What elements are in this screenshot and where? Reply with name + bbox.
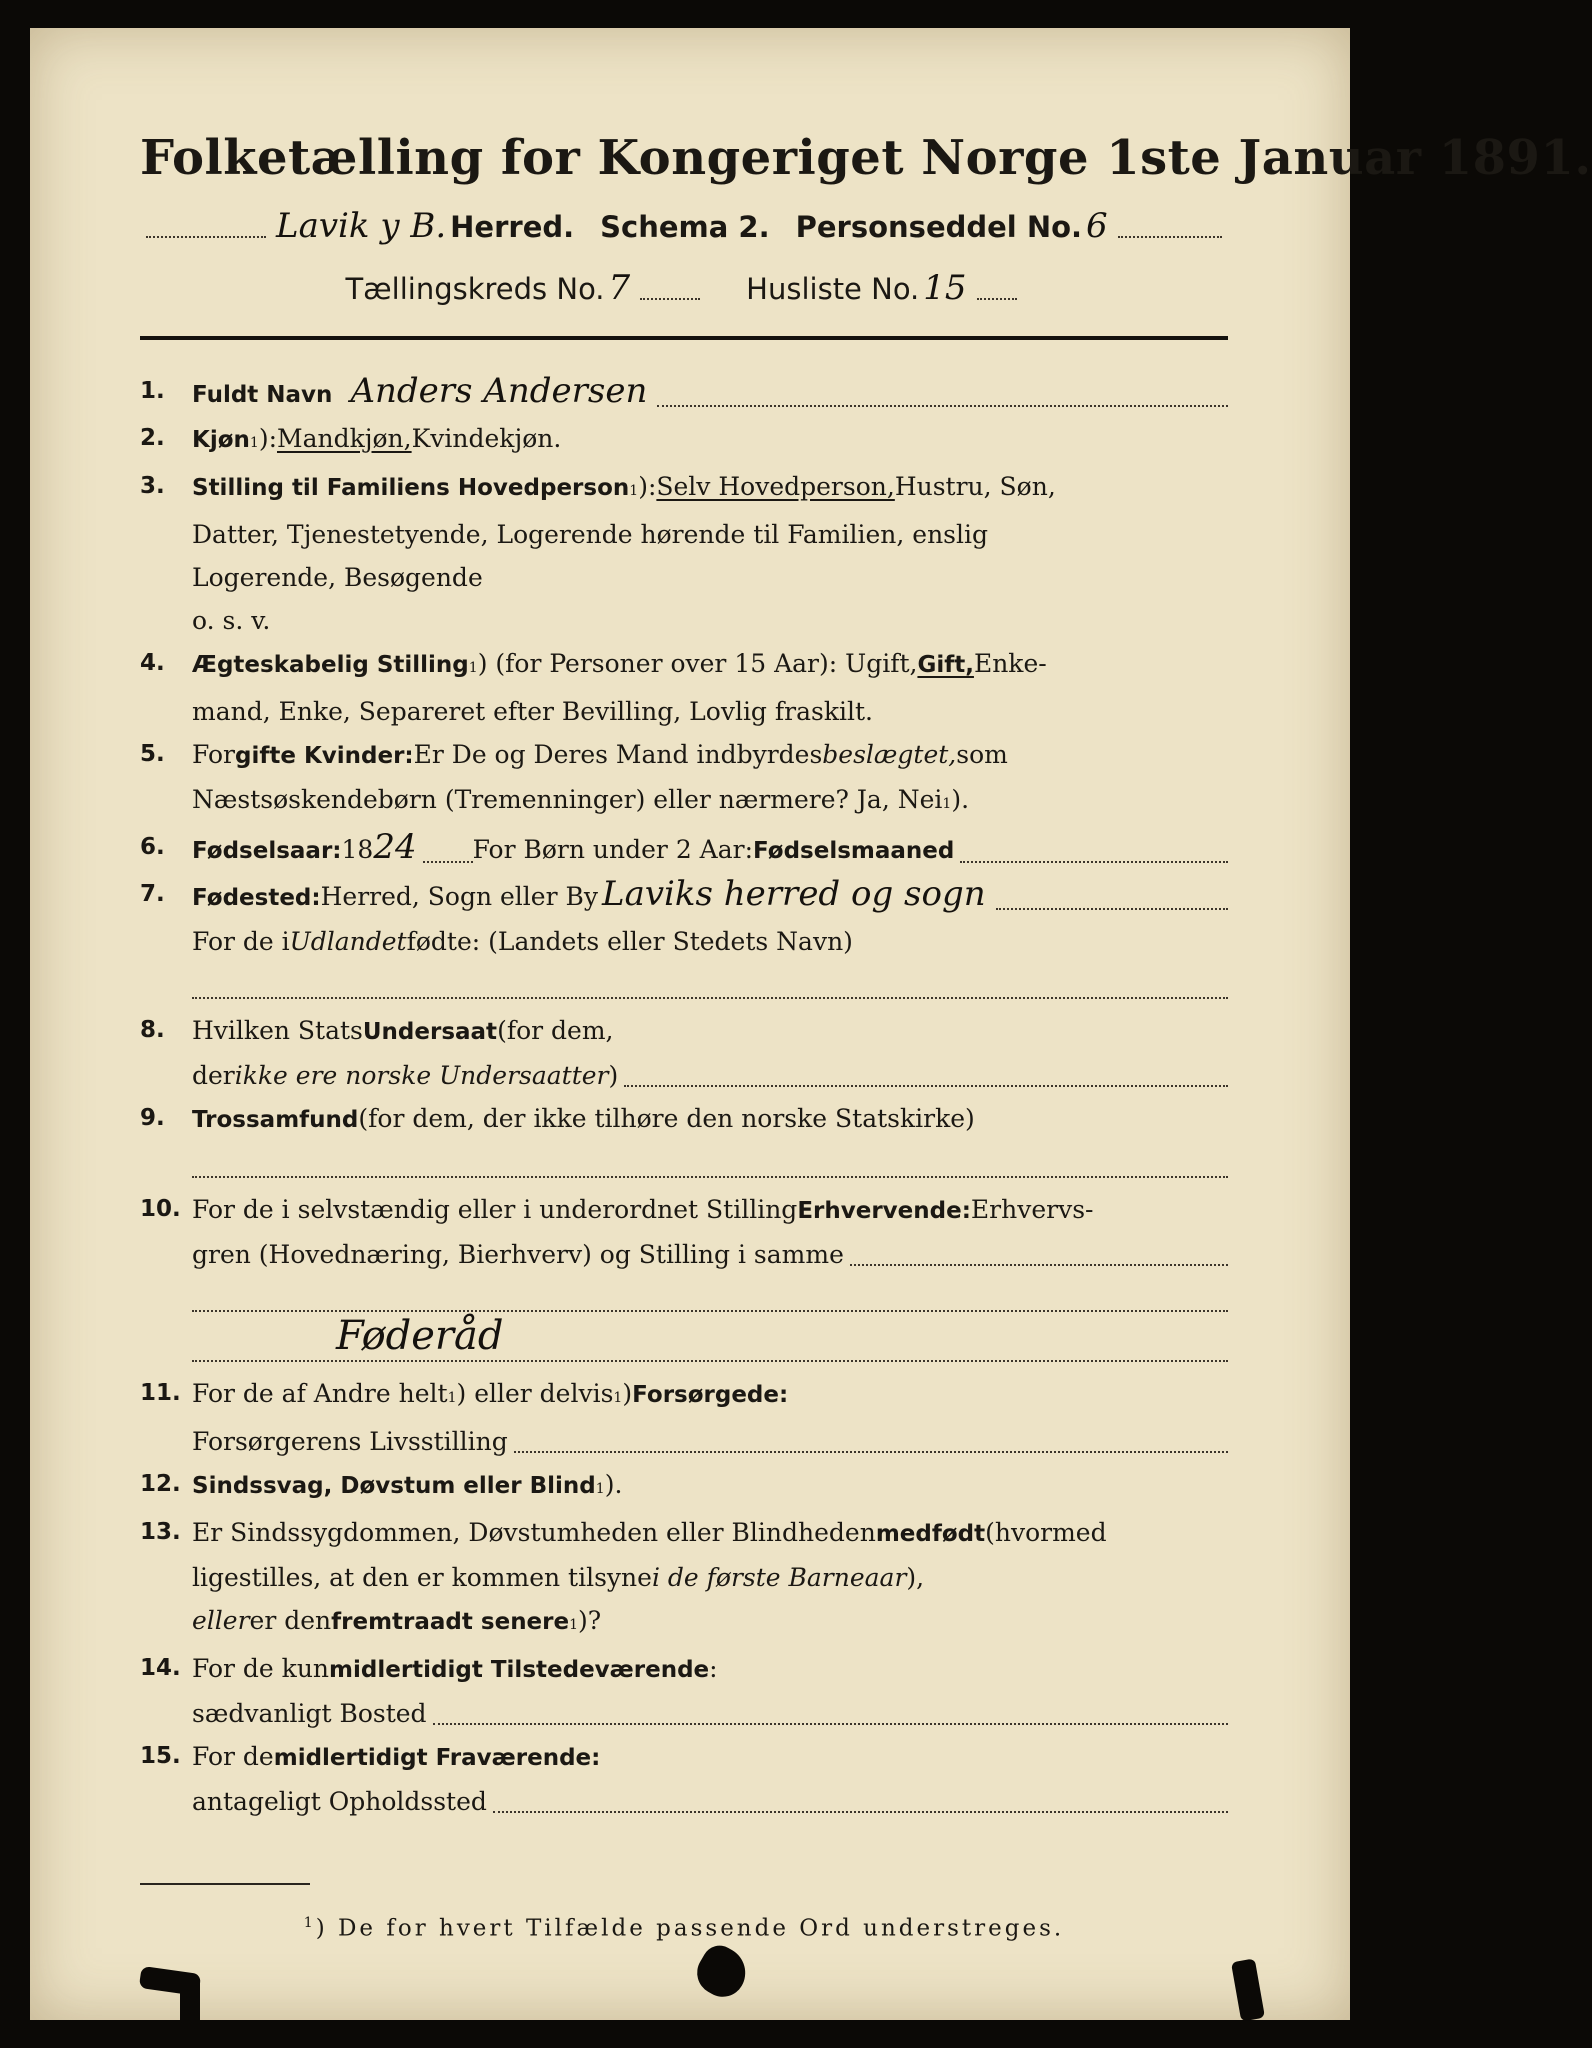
- kreds-handwriting: 7: [608, 268, 631, 308]
- dotted-fill: [493, 1811, 1228, 1813]
- italic-text: ikke ere norske Undersaatter: [234, 1061, 609, 1090]
- question-text: gren (Hovednæring, Bierhverv) og Stilling i samme: [192, 1240, 844, 1269]
- question-label: medfødt: [875, 1521, 986, 1547]
- footnote: [140, 1915, 1228, 1942]
- footnote-ref: 1: [569, 1617, 579, 1633]
- option-text: Kvindekjøn.: [411, 424, 562, 453]
- herred-handwriting: Lavik y B.: [276, 206, 447, 246]
- husliste-handwriting: 15: [923, 268, 967, 308]
- dotted-fill: [433, 1723, 1228, 1725]
- question-text: Hvilken Stats: [192, 1016, 363, 1045]
- question-text: (hvormed: [985, 1518, 1107, 1547]
- question-text: ):: [638, 472, 657, 501]
- question-text: ).: [604, 1470, 623, 1499]
- question-label: Fødselsmaaned: [753, 838, 955, 864]
- question-text: ) (for Personer over 15 Aar): Ugift,: [477, 649, 918, 678]
- question-6: [140, 826, 1228, 873]
- question-number: 7.: [140, 881, 165, 907]
- option-text: Enke-: [973, 649, 1047, 678]
- question-text: For Børn under 2 Aar:: [472, 835, 754, 864]
- form-title: Folketælling for Kongeriget Norge 1ste Januar 1891.: [140, 130, 1592, 186]
- question-text-line: Datter, Tjenestetyende, Logerende hørende til Familien, enslig: [192, 520, 989, 549]
- question-11: [140, 1372, 1228, 1463]
- name-handwriting: Anders Andersen: [350, 371, 648, 411]
- footnote-ref: 1: [249, 435, 259, 451]
- dotted-fill: [960, 861, 1228, 863]
- question-text: For: [192, 740, 235, 769]
- italic-text: eller: [192, 1606, 250, 1635]
- underlined-option: Selv Hovedperson,: [656, 472, 895, 501]
- question-text: ):: [258, 424, 277, 453]
- occupation-handwriting: Føderåd: [336, 1312, 504, 1359]
- herred-label: Herred.: [450, 210, 575, 244]
- footnote-ref: 1: [613, 1390, 623, 1406]
- dotted-fill: [192, 1142, 1228, 1178]
- dotted-fill: [514, 1451, 1228, 1453]
- census-form: [30, 28, 1592, 2020]
- scan-blot: [689, 1939, 755, 2005]
- question-text-line: Logerende, Besøgende: [192, 563, 483, 592]
- question-label: Forsørgede:: [632, 1382, 789, 1408]
- dotted-fill: [657, 405, 1228, 407]
- question-text: ) eller delvis: [456, 1379, 614, 1408]
- question-label: midlertidigt Fraværende:: [273, 1745, 601, 1771]
- question-text: )?: [578, 1606, 602, 1635]
- question-label: Sindssvag, Døvstum eller Blind: [192, 1473, 596, 1499]
- question-text: sædvanligt Bosted: [192, 1699, 427, 1728]
- question-text: ),: [906, 1563, 925, 1592]
- question-label: Trossamfund: [192, 1107, 359, 1133]
- footnote-text: ) De for hvert Tilfælde passende Ord understreges.: [315, 1915, 1065, 1942]
- italic-text: Udlandet: [289, 927, 407, 956]
- kreds-line: [140, 268, 1228, 308]
- question-number: 1.: [140, 378, 165, 404]
- question-label: gifte Kvinder:: [234, 743, 414, 769]
- question-14: [140, 1647, 1228, 1735]
- question-text: (for dem, der ikke tilhøre den norske Statskirke): [358, 1104, 975, 1133]
- question-number: 8.: [140, 1017, 165, 1043]
- question-list: [140, 370, 1228, 1823]
- question-text: :: [709, 1654, 718, 1683]
- dotted-fill: [192, 963, 1228, 999]
- question-label: Ægteskabelig Stilling: [192, 652, 469, 678]
- question-text: Er De og Deres Mand indbyrdes: [413, 740, 823, 769]
- scan-blot: [1231, 1958, 1265, 2021]
- question-12: [140, 1463, 1228, 1511]
- dotted-fill: [640, 298, 700, 300]
- dotted-fill: [1118, 236, 1222, 238]
- dotted-fill: [996, 908, 1228, 910]
- question-text: der: [192, 1061, 235, 1090]
- husliste-label: Husliste No.: [746, 272, 920, 306]
- footnote-ref: 1: [595, 1481, 605, 1497]
- question-text-line: mand, Enke, Separeret efter Bevilling, Lovlig fraskilt.: [192, 697, 873, 726]
- personseddel-handwriting: 6: [1086, 206, 1108, 246]
- question-4: [140, 642, 1228, 733]
- question-text: (for dem,: [497, 1016, 614, 1045]
- question-number: 3.: [140, 473, 165, 499]
- footnote-ref: 1: [447, 1390, 457, 1406]
- footnote-mark: 1: [303, 1915, 316, 1931]
- question-15: [140, 1735, 1228, 1823]
- question-text: For de i selvstændig eller i underordnet Stilling: [192, 1195, 798, 1224]
- question-9: [140, 1097, 1228, 1178]
- footnote-ref: 1: [629, 483, 639, 499]
- question-number: 2.: [140, 425, 165, 451]
- question-text: ): [622, 1379, 633, 1408]
- question-text: For de af Andre helt: [192, 1379, 448, 1408]
- footnote-ref: 1: [942, 796, 952, 812]
- birthplace-handwriting: Laviks herred og sogn: [602, 874, 986, 914]
- option-text: Hustru, Søn,: [894, 472, 1056, 501]
- question-number: 9.: [140, 1105, 165, 1131]
- question-label: Stilling til Familiens Hovedperson: [192, 475, 630, 501]
- question-number: 13.: [140, 1519, 181, 1545]
- question-3: [140, 465, 1228, 642]
- year-handwriting: 24: [373, 827, 417, 867]
- question-label: midlertidigt Tilstedeværende: [329, 1657, 710, 1683]
- question-label: Kjøn: [192, 427, 250, 453]
- question-7: [140, 873, 1228, 999]
- question-text: ligestilles, at den er kommen tilsyne: [192, 1563, 652, 1592]
- question-text: ).: [951, 785, 970, 814]
- question-text-line: o. s. v.: [192, 606, 271, 635]
- question-text: antageligt Opholdssted: [192, 1787, 487, 1816]
- question-text: er den: [249, 1606, 332, 1635]
- dotted-fill: [624, 1085, 1228, 1087]
- question-text: For de i: [192, 927, 290, 956]
- question-1: [140, 370, 1228, 417]
- question-8: [140, 1009, 1228, 1097]
- question-text: For de: [192, 1742, 274, 1771]
- question-text: Er Sindssygdommen, Døvstumheden eller Blindheden: [192, 1518, 876, 1547]
- dotted-fill: [850, 1264, 1228, 1266]
- personseddel-label: Personseddel No.: [795, 210, 1083, 244]
- question-text: Erhvervs-: [970, 1195, 1094, 1224]
- kreds-label: Tællingskreds No.: [345, 272, 605, 306]
- question-text: fødte: (Landets eller Stedets Navn): [406, 927, 853, 956]
- footnote-rule: [140, 1883, 310, 1885]
- question-label: Undersaat: [362, 1019, 498, 1045]
- underlined-option: Gift,: [917, 652, 974, 678]
- question-label: Fødested:: [192, 885, 321, 911]
- question-number: 5.: [140, 741, 165, 767]
- italic-text: beslægtet,: [822, 740, 957, 769]
- footnote-ref: 1: [468, 660, 478, 676]
- herred-line: [140, 206, 1228, 246]
- question-2: [140, 417, 1228, 465]
- question-label: Erhvervende:: [797, 1198, 971, 1224]
- dotted-fill: [146, 236, 266, 238]
- question-5: [140, 733, 1228, 826]
- header-rule: [140, 336, 1228, 340]
- question-number: 14.: [140, 1655, 181, 1681]
- question-13: [140, 1511, 1228, 1647]
- italic-text: i de første Barneaar: [651, 1563, 907, 1592]
- scan-blot: [180, 1983, 200, 2021]
- question-number: 11.: [140, 1380, 181, 1406]
- question-number: 10.: [140, 1196, 181, 1222]
- question-number: 15.: [140, 1743, 181, 1769]
- question-label: Fuldt Navn: [192, 382, 333, 408]
- question-label: fremtraadt senere: [331, 1609, 570, 1635]
- year-prefix: 18: [341, 835, 374, 864]
- question-text: Herred, Sogn eller By: [320, 882, 598, 911]
- question-text: For de kun: [192, 1654, 330, 1683]
- question-number: 4.: [140, 650, 165, 676]
- question-number: 6.: [140, 834, 165, 860]
- dotted-fill: [977, 298, 1017, 300]
- question-number: 12.: [140, 1471, 181, 1497]
- question-text: som: [956, 740, 1008, 769]
- dotted-fill: [192, 1276, 1228, 1312]
- question-10: [140, 1188, 1228, 1362]
- form-content: [140, 130, 1592, 1942]
- underlined-option: Mandkjøn,: [277, 424, 412, 453]
- question-text: ): [608, 1061, 619, 1090]
- schema-label: Schema 2.: [600, 210, 770, 244]
- question-text: Forsørgerens Livsstilling: [192, 1427, 508, 1456]
- question-label: Fødselsaar:: [192, 838, 342, 864]
- question-text: Næstsøskendebørn (Tremenninger) eller nærmere? Ja, Nei: [192, 785, 943, 814]
- dotted-fill: [423, 861, 473, 863]
